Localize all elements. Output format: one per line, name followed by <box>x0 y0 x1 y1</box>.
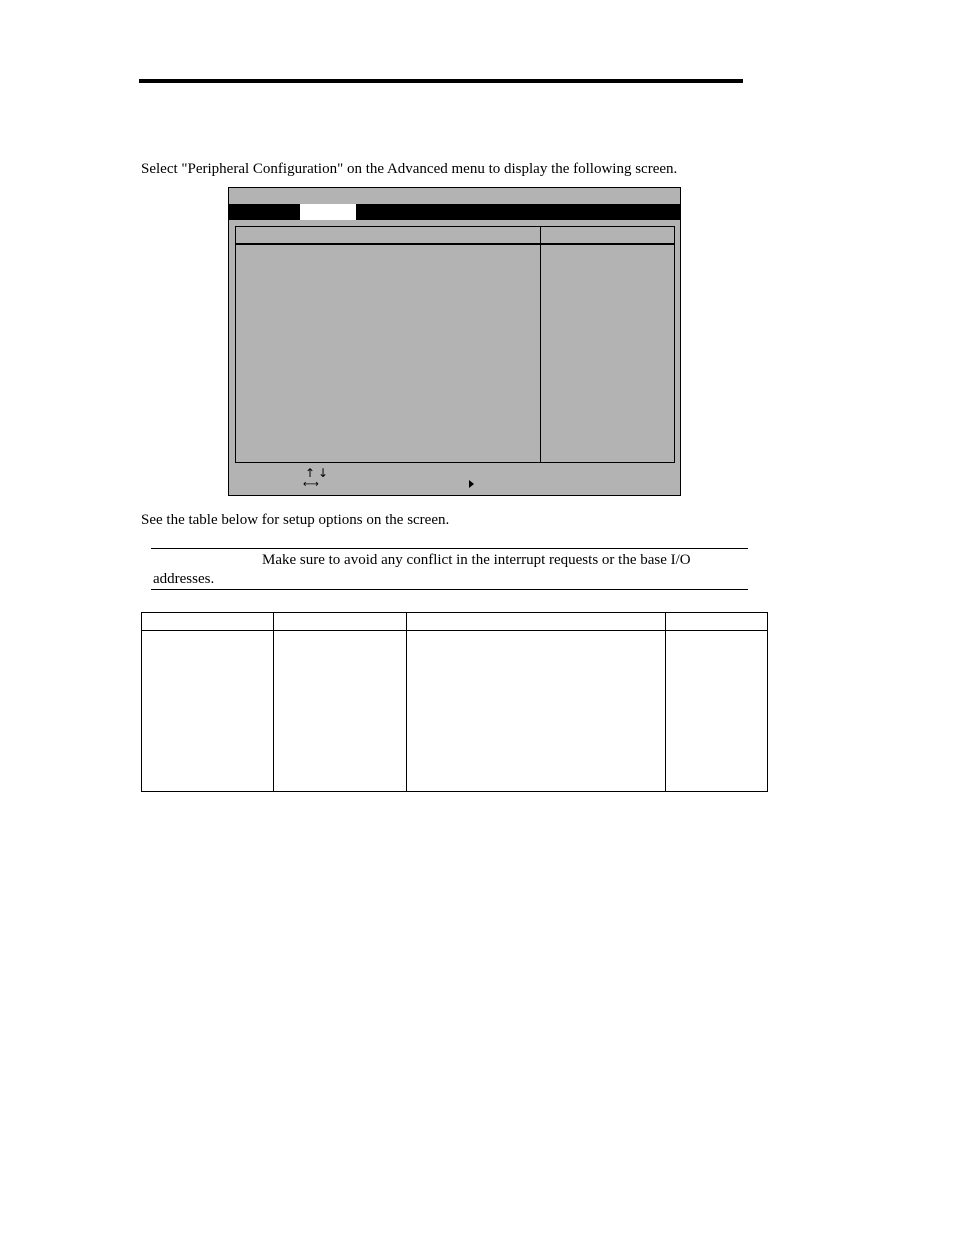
bios-menu-bar <box>229 204 680 220</box>
setup-options-table <box>141 612 768 792</box>
table-intro-paragraph: See the table below for setup options on the screen. <box>141 512 450 528</box>
bios-settings-pane <box>235 244 541 463</box>
bios-help-pane-header <box>540 226 675 244</box>
note-bottom-rule <box>151 589 748 590</box>
table-column-divider <box>406 613 407 791</box>
bios-settings-pane-header <box>235 226 541 244</box>
note-text-line-2: addresses. <box>153 571 215 587</box>
up-down-arrows-icon: ↑↓ <box>305 466 332 480</box>
bios-help-pane <box>540 244 675 463</box>
header-rule <box>139 79 743 83</box>
right-triangle-icon <box>469 480 474 488</box>
table-header-divider <box>142 630 767 631</box>
intro-paragraph: Select "Peripheral Configuration" on the Advanced menu to display the following screen. <box>141 161 678 177</box>
table-column-divider <box>665 613 666 791</box>
bios-menu-active-tab[interactable] <box>300 204 356 220</box>
left-right-arrows-icon: ←→ <box>303 479 318 490</box>
bios-screen-figure <box>228 187 681 496</box>
note-text-line-1: Make sure to avoid any conflict in the interrupt requests or the base I/O <box>262 552 691 568</box>
table-column-divider <box>273 613 274 791</box>
note-top-rule <box>151 548 748 549</box>
